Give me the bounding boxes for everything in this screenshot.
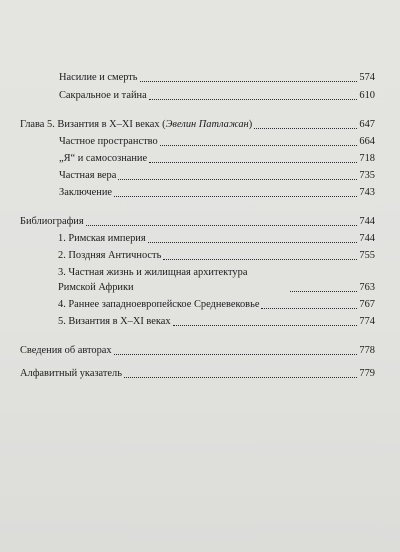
toc-entry-title-line: Римской Африки: [58, 281, 134, 293]
dot-leader: [148, 242, 358, 243]
toc-entry-title: Частная вера: [59, 169, 117, 181]
chapter-heading-end: ): [248, 119, 253, 131]
toc-entry: [20, 166, 375, 183]
toc-entry-title: 4. Раннее западноевропейское Средневековье: [58, 298, 260, 310]
dot-leader: [160, 145, 358, 146]
dot-leader: [149, 99, 358, 100]
toc-entry-page: 664: [359, 136, 375, 148]
chapter-heading: Глава 5. Византия в X–XI веках (: [20, 119, 166, 131]
dot-leader: [114, 354, 358, 355]
dot-leader: [118, 179, 357, 180]
toc-entry-title: [58, 265, 288, 295]
toc-entry-page: 767: [359, 298, 375, 310]
dot-leader: [254, 128, 357, 129]
table-of-contents: [20, 68, 375, 381]
dot-leader: [114, 196, 357, 197]
toc-entry-page: 763: [359, 281, 375, 293]
toc-entry-page: 755: [359, 249, 375, 261]
toc-entry-page: 743: [359, 186, 375, 198]
toc-entry: [20, 312, 375, 329]
toc-entry: [20, 68, 375, 85]
toc-section-entry: [20, 342, 375, 359]
dot-leader: [290, 291, 357, 292]
dot-leader: [173, 325, 358, 326]
toc-entry-page: 744: [359, 216, 375, 228]
toc-entry-title: Частное пространство: [59, 136, 158, 148]
toc-entry-title-line: 3. Частная жизнь и жилищная архитектура: [58, 266, 248, 278]
dot-leader: [124, 377, 357, 378]
dot-leader: [140, 81, 358, 82]
toc-entry-title: 1. Римская империя: [58, 233, 146, 245]
toc-entry: [20, 132, 375, 149]
toc-entry: [20, 246, 375, 263]
toc-entry: [20, 265, 375, 295]
toc-entry-title: „Я“ и самосознание: [59, 152, 148, 164]
toc-entry-title: Насилие и смерть: [59, 71, 138, 83]
toc-entry-page: 778: [359, 345, 375, 357]
toc-entry: [20, 183, 375, 200]
toc-entry: [20, 295, 375, 312]
toc-entry-title: 5. Византия в X–XI веках: [58, 315, 171, 327]
toc-section-entry: [20, 364, 375, 381]
toc-entry-page: 735: [359, 169, 375, 181]
toc-entry: [20, 86, 375, 103]
chapter-author: Эвелин Патлажан: [165, 119, 249, 131]
toc-entry-page: 779: [359, 368, 375, 380]
dot-leader: [261, 308, 357, 309]
toc-entry-page: 744: [359, 233, 375, 245]
toc-entry-page: 574: [359, 71, 375, 83]
toc-section-title: Алфавитный указатель: [20, 368, 122, 380]
dot-leader: [149, 162, 357, 163]
toc-entry-title: 2. Поздняя Античность: [58, 249, 162, 261]
dot-leader: [163, 259, 357, 260]
toc-entry-title: Заключение: [59, 186, 112, 198]
toc-entry-page: 774: [359, 315, 375, 327]
dot-leader: [86, 225, 358, 226]
toc-section-title: Сведения об авторах: [20, 345, 112, 357]
toc-section-title: Библиография: [20, 216, 84, 228]
toc-entry: [20, 229, 375, 246]
toc-entry-page: 718: [359, 152, 375, 164]
toc-entry-page: 647: [359, 119, 375, 131]
toc-section-entry: [20, 213, 375, 230]
toc-chapter-entry: [20, 116, 375, 133]
toc-entry: [20, 149, 375, 166]
toc-entry-page: 610: [359, 89, 375, 101]
toc-chapter-title: [20, 117, 252, 132]
toc-entry-title: Сакральное и тайна: [59, 89, 147, 101]
